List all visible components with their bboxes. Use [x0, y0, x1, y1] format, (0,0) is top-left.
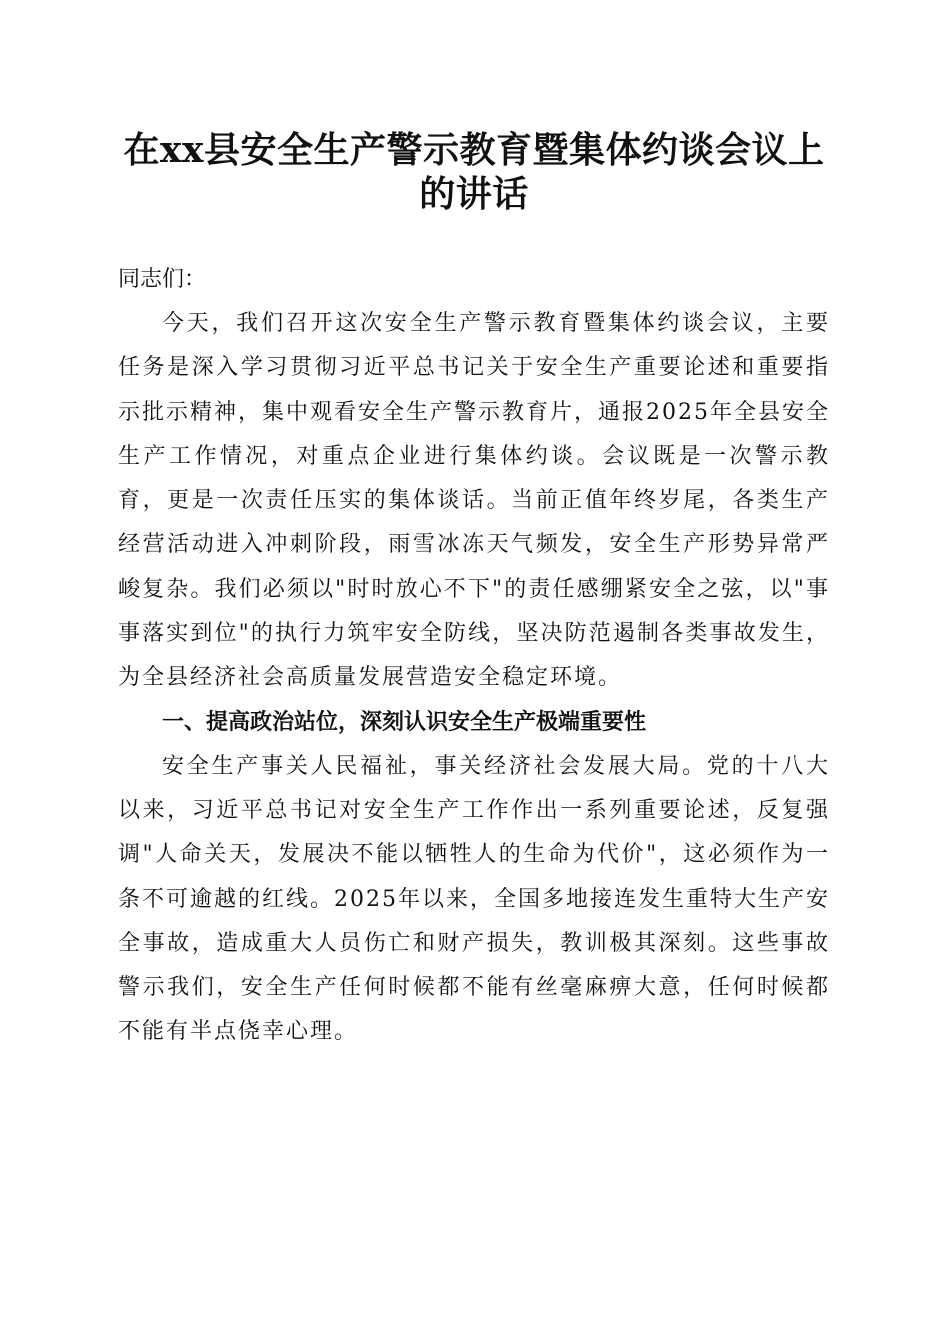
opening-paragraph: 今天，我们召开这次安全生产警示教育暨集体约谈会议，主要任务是深入学习贯彻习近平总书记关于安全生产重要论述和重要指示批示精神，集中观看安全生产警示教育片，通报2025年全县安全生产工作情况，对重点企业进行集体约谈。会议既是一次警示教育，更是一次责任压实的集体谈话。当前正值年终岁尾，各类生产经营活动进入冲刺阶段，雨雪冰冻天气频发，安全生产形势异常严峻复杂。我们必须以"时时放心不下"的责任感绷紧安全之弦，以"事事落实到位"的执行力筑牢安全防线，坚决防范遏制各类事故发生，为全县经济社会高质量发展营造安全稳定环境。 — [118, 311, 830, 691]
document-page — [118, 128, 830, 1055]
section-heading-1: 一、提高政治站位，深刻认识安全生产极端重要性 — [162, 709, 647, 735]
title-line-2: 的讲话 — [419, 173, 529, 215]
title-line-1: 在xx县安全生产警示教育暨集体约谈会议上 — [123, 129, 825, 171]
section-1-paragraph: 安全生产事关人民福祉，事关经济社会发展大局。党的十八大以来，习近平总书记对安全生产工作作出一系列重要论述，反复强调"人命关天，发展决不能以牺牲人的生命为代价"，这必须作为一条不可逾越的红线。2025年以来，全国多地接连发生重特大生产安全事故，造成重大人员伤亡和财产损失，教训极其深刻。这些事故警示我们，安全生产任何时候都不能有丝毫麻痹大意，任何时候都不能有半点侥幸心理。 — [118, 753, 830, 1045]
document-title — [118, 128, 830, 216]
salutation: 同志们： — [118, 267, 207, 292]
